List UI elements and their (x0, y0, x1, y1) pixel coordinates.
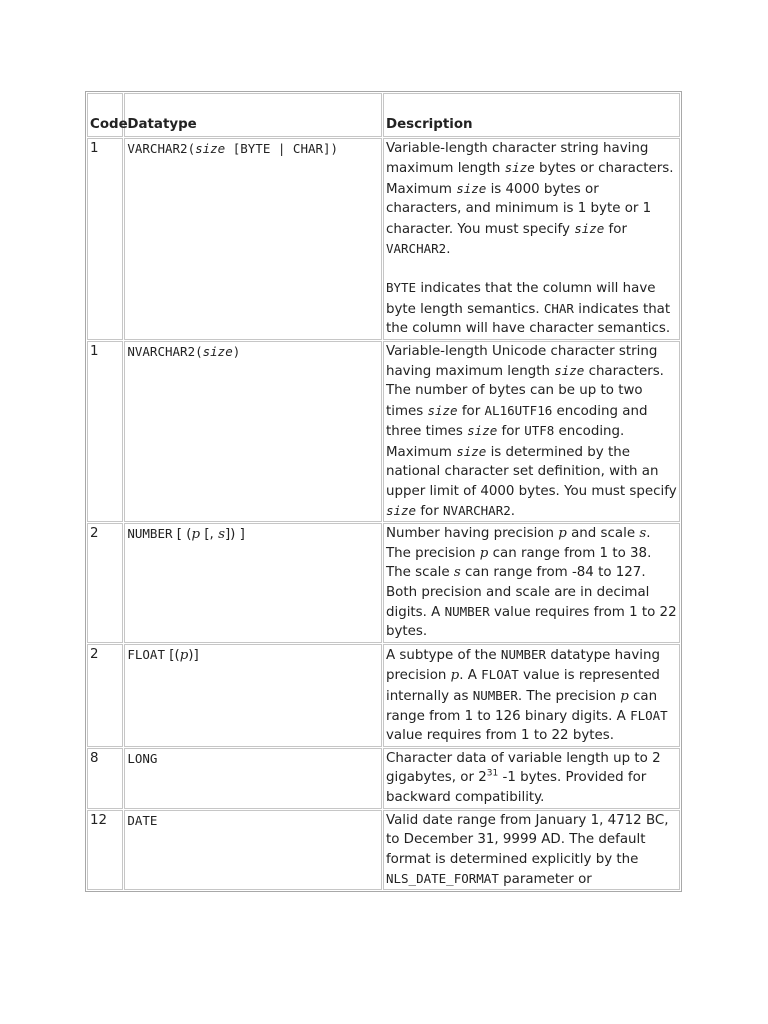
header-row (87, 93, 680, 137)
description-cell (383, 748, 680, 809)
code-cell: 2 (87, 644, 123, 747)
desc-text: indicates that the column will have character semantics. (385, 301, 671, 337)
datatype-param: p (191, 527, 201, 543)
code-cell: 12 (87, 810, 123, 891)
desc-param: size (385, 502, 417, 518)
desc-param: p (479, 545, 489, 561)
desc-text: -1 bytes. Provided for backward compatibility. (385, 770, 647, 805)
desc-text: and scale (566, 526, 640, 542)
header-code: Code (87, 93, 123, 137)
desc-text: characters. The number of bytes can be up to two times (385, 364, 664, 419)
desc-text: encoding. Maximum (385, 424, 625, 460)
datatype-cell (124, 138, 382, 340)
desc-text: Character data of variable length up to 2 gigabytes, or 2 (385, 750, 661, 786)
desc-text: . (446, 242, 451, 258)
datatype-keyword: NUMBER (127, 526, 173, 542)
code-cell: 1 (87, 138, 123, 340)
datatype-syntax: ]) ] (224, 527, 245, 543)
desc-param: size (427, 402, 458, 418)
desc-param: s (453, 565, 461, 581)
desc-code: NLS_DATE_FORMAT (385, 871, 499, 886)
desc-code: UTF8 (524, 423, 555, 439)
desc-text: . The precision (385, 526, 651, 561)
description-cell (383, 341, 680, 523)
desc-superscript: 31 (486, 768, 499, 779)
desc-code: FLOAT (481, 667, 519, 683)
datatype-keyword: NVARCHAR2( (127, 343, 203, 359)
desc-param: size (574, 220, 605, 236)
desc-param: s (639, 526, 647, 542)
paragraph-gap (386, 259, 678, 278)
datatype-keyword: VARCHAR2( (127, 141, 196, 156)
desc-code: NVARCHAR2 (443, 502, 511, 518)
desc-code: BYTE (385, 280, 417, 296)
desc-text: is determined by the national character set definition, with an upper limit of 4000 bytes. You must specify (385, 444, 677, 499)
code-cell: 8 (87, 748, 123, 809)
desc-param: p (620, 688, 629, 704)
desc-text: for (604, 221, 627, 237)
datatype-keyword: [BYTE | CHAR]) (225, 141, 339, 156)
description-cell (383, 644, 680, 747)
datatype-param: p (179, 647, 189, 663)
table-row (87, 523, 680, 642)
datatype-keyword: FLOAT (127, 646, 165, 662)
description-cell (383, 523, 680, 642)
datatype-param: s (218, 527, 225, 543)
desc-text: bytes or characters. Maximum (385, 161, 674, 197)
datatype-cell (124, 644, 382, 747)
desc-code: CHAR (543, 300, 574, 316)
desc-text: can range from 1 to 38. The scale (385, 545, 652, 581)
datatype-keyword: ) (232, 343, 241, 359)
datatype-keyword: DATE (127, 812, 158, 828)
datatype-cell (124, 523, 382, 642)
datatype-syntax: [ ( (172, 527, 192, 543)
desc-text: indicates that the column will have byte length semantics. (385, 281, 656, 317)
desc-param: size (467, 423, 498, 439)
desc-code: VARCHAR2 (385, 241, 447, 257)
desc-text: A subtype of the (385, 647, 501, 663)
datatype-syntax: [( (165, 647, 180, 663)
desc-text: . The precision (517, 688, 621, 704)
table-row (87, 810, 680, 891)
desc-code: NUMBER (500, 646, 547, 662)
datatype-param: size (202, 343, 233, 359)
desc-text: value is represented internally as (385, 668, 660, 704)
desc-code: NUMBER (472, 687, 518, 703)
desc-text: for (457, 403, 485, 419)
desc-param: size (554, 363, 585, 379)
desc-text: . A (459, 668, 482, 684)
desc-text: for (416, 503, 444, 519)
table-row (87, 138, 680, 340)
desc-param: size (456, 443, 487, 459)
table-row (87, 341, 680, 523)
datatype-param: size (195, 141, 226, 156)
table-row (87, 748, 680, 809)
desc-code: FLOAT (630, 707, 668, 723)
desc-text: for (497, 424, 525, 440)
datatype-table (85, 91, 682, 892)
desc-code: AL16UTF16 (484, 402, 553, 418)
desc-text: Valid date range from January 1, 4712 BC, to December 31, 9999 AD. The default format is determined explicitly by the (385, 812, 669, 867)
desc-text: . (510, 503, 516, 519)
desc-text: can range from 1 to 126 binary digits. A (385, 688, 658, 724)
desc-text: Variable-length Unicode character string having maximum length (385, 343, 658, 380)
datatype-syntax: [, (200, 527, 219, 543)
desc-text: Number having precision (385, 526, 559, 542)
desc-text: is 4000 bytes or characters, and minimum is 1 byte or 1 character. You must specify (385, 181, 652, 237)
desc-param: size (504, 160, 535, 176)
table-row (87, 644, 680, 747)
description-cell (383, 138, 680, 340)
desc-text: can range from -84 to 127. Both precision and scale are in decimal digits. A (385, 565, 650, 620)
desc-text: Variable-length character string having maximum length (385, 141, 649, 177)
header-datatype: Datatype (124, 93, 382, 137)
code-cell: 1 (87, 341, 123, 523)
desc-text: datatype having precision (385, 647, 660, 684)
desc-param: p (558, 526, 567, 542)
datatype-cell (124, 810, 382, 891)
desc-text: value requires from 1 to 22 bytes. (385, 604, 677, 640)
datatype-syntax: )] (188, 647, 199, 663)
desc-code: NUMBER (444, 603, 490, 619)
description-cell (383, 810, 680, 891)
code-cell: 2 (87, 523, 123, 642)
datatype-cell (124, 341, 382, 523)
header-description: Description (383, 93, 680, 137)
desc-text: value requires from 1 to 22 bytes. (385, 728, 614, 744)
datatype-cell (124, 748, 382, 809)
desc-text: parameter or (498, 872, 592, 887)
desc-text: encoding and three times (385, 403, 648, 440)
datatype-keyword: LONG (127, 750, 158, 766)
desc-param: size (456, 180, 487, 196)
desc-param: p (450, 668, 460, 684)
